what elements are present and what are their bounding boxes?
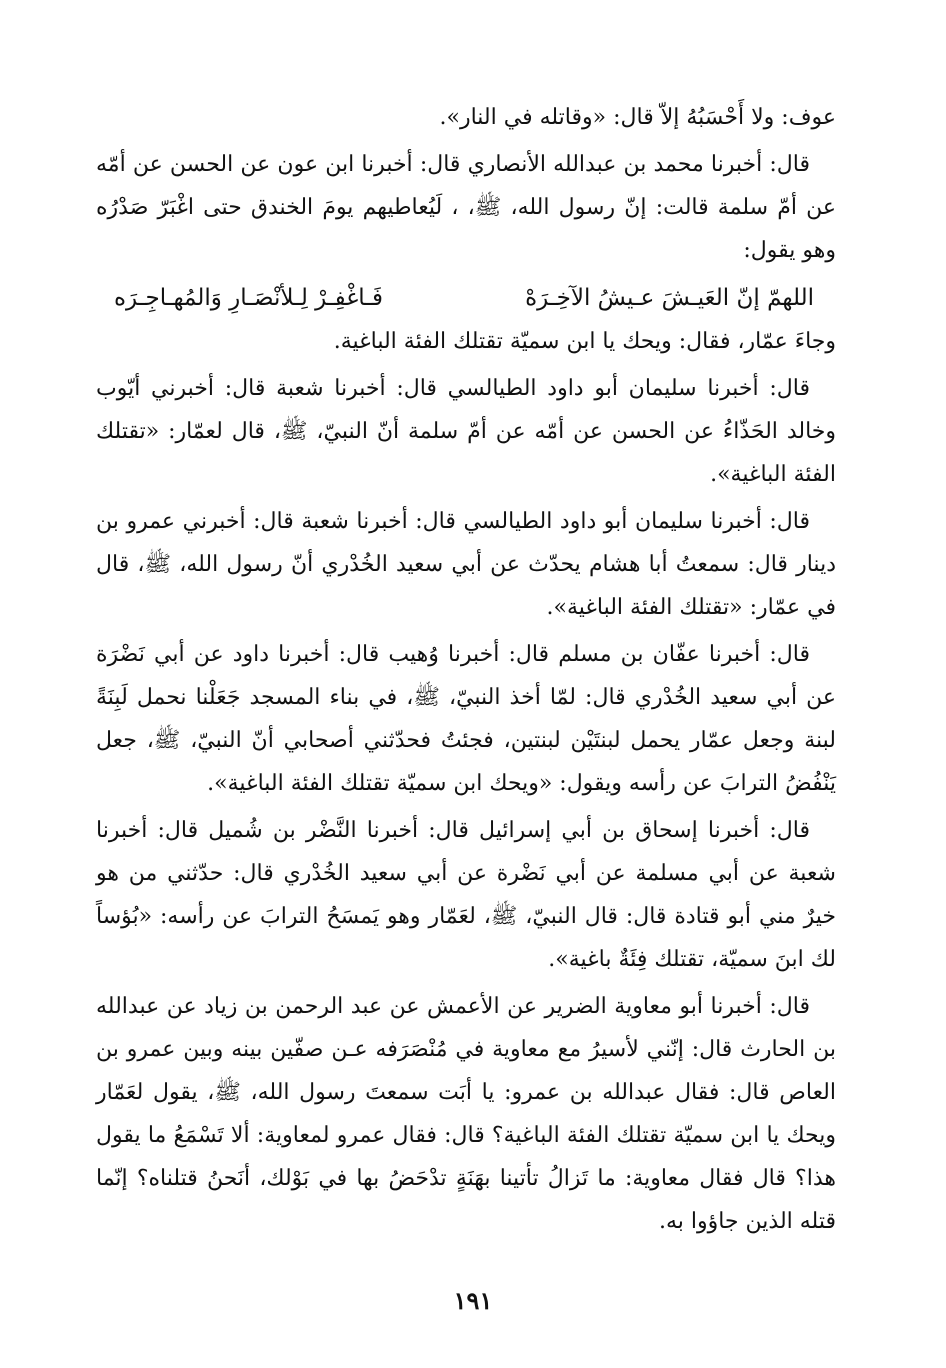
paragraph-mosque-building: قال: أخبرنا عفّان بن مسلم قال: أخبرنا وُهيب قال: أخبرنا داود عن أبي نَضْرَة عن أبي سعيد الخُدْري قال: لمّا أخذ النبيّ، ﷺ، في بناء المسجد جَعَلْنا نحمل لَبِنَةً لبنة وجعل عمّار يحمل لبنتَيْن لبنتين، فجئتُ فحدّثني أصحابي أنّ النبيّ، ﷺ، جعل يَنْفُضُ الترابَ عن رأسه ويقول: «ويحك ابن سميّة تقتلك الفئة الباغية». xyxy=(96,642,836,796)
verse-first-hemistich: اللهمّ إنّ العَيـشَ عـيشُ الآخِـرَهْ xyxy=(525,285,814,311)
paragraph-abu-qatada: قال: أخبرنا إسحاق بن أبي إسرائيل قال: أخبرنا النَّضْر بن شُميل قال: أخبرنا شعبة عن أبي مسلمة عن أبي نَضْرة عن أبي سعيد الخُدْري قال: حدّثني من هو خيرٌ مني أبو قتادة قال: قال النبيّ، ﷺ، لعَمّار وهو يَمسَحُ الترابَ عن رأسه: «بُؤساً لك ابنَ سميّة، تقتلك فِئَةٌ باغية». xyxy=(96,818,836,972)
paragraph-amr-bin-dinar: قال: أخبرنا سليمان أبو داود الطيالسي قال: أخبرنا شعبة قال: أخبرني عمرو بن دينار قال: سمعتُ أبا هشام يحدّث عن أبي سعيد الخُدْري أنّ رسول الله، ﷺ، قال في عمّار: «تقتلك الفئة الباغية». xyxy=(96,509,836,620)
paragraph-continuation: عوف: ولا أَحْسَبُهُ إلاّ قال: «وقاتله في النار». xyxy=(439,105,836,130)
paragraph-ayyub-khalid: قال: أخبرنا سليمان أبو داود الطيالسي قال: أخبرنا شعبة قال: أخبرني أيّوب وخالد الحَذّاءُ عن الحسن عن أمّه عن أمّ سلمة أنّ النبيّ، ﷺ، قال لعمّار: «تقتلك الفئة الباغية». xyxy=(96,376,836,487)
verse-second-hemistich: فَـاغْفِـرْ لِـلأنْصَـارِ وَالمُهـاجِـرَه xyxy=(114,285,383,311)
poetry-verse xyxy=(96,276,836,320)
paragraph-umm-salama-khandaq: قال: أخبرنا محمد بن عبدالله الأنصاري قال: أخبرنا ابن عون عن الحسن عن أمّه عن أمّ سلمة قالت: إنّ رسول الله، ﷺ، ، لَيُعاطيهم يومَ الخندق حتى اغْبَرّ صَدْرُه وهو يقول: xyxy=(96,152,836,263)
page-number: ١٩١ xyxy=(453,1286,493,1315)
page-body xyxy=(96,96,836,1247)
paragraph-siffin: قال: أخبرنا أبو معاوية الضرير عن الأعمش عن عبد الرحمن بن زياد عن عبدالله بن الحارث قال: إنّني لأسيرُ مع معاوية في مُنْصَرَفه عـن صفّين بينه وبين عمرو بن العاص قال: فقال عبدالله بن عمرو: يا أبَت سمعتَ رسول الله، ﷺ، يقول لعَمّار ويحك يا ابن سميّة تقتلك الفئة الباغية؟ قال: فقال عمرو لمعاوية: ألا تَسْمَعُ ما يقول هذا؟ قال فقال معاوية: ما تَزالُ تأتينا بهَنَةٍ تدْحَضُ بها في بَوْلك، أنَحنُ قتلناه؟ إنّما قتله الذين جاؤوا به. xyxy=(96,994,836,1234)
paragraph-ammar-arrives: وجاءَ عمّار، فقال: ويحك يا ابن سميّة تقتلك الفئة الباغية. xyxy=(333,329,836,354)
